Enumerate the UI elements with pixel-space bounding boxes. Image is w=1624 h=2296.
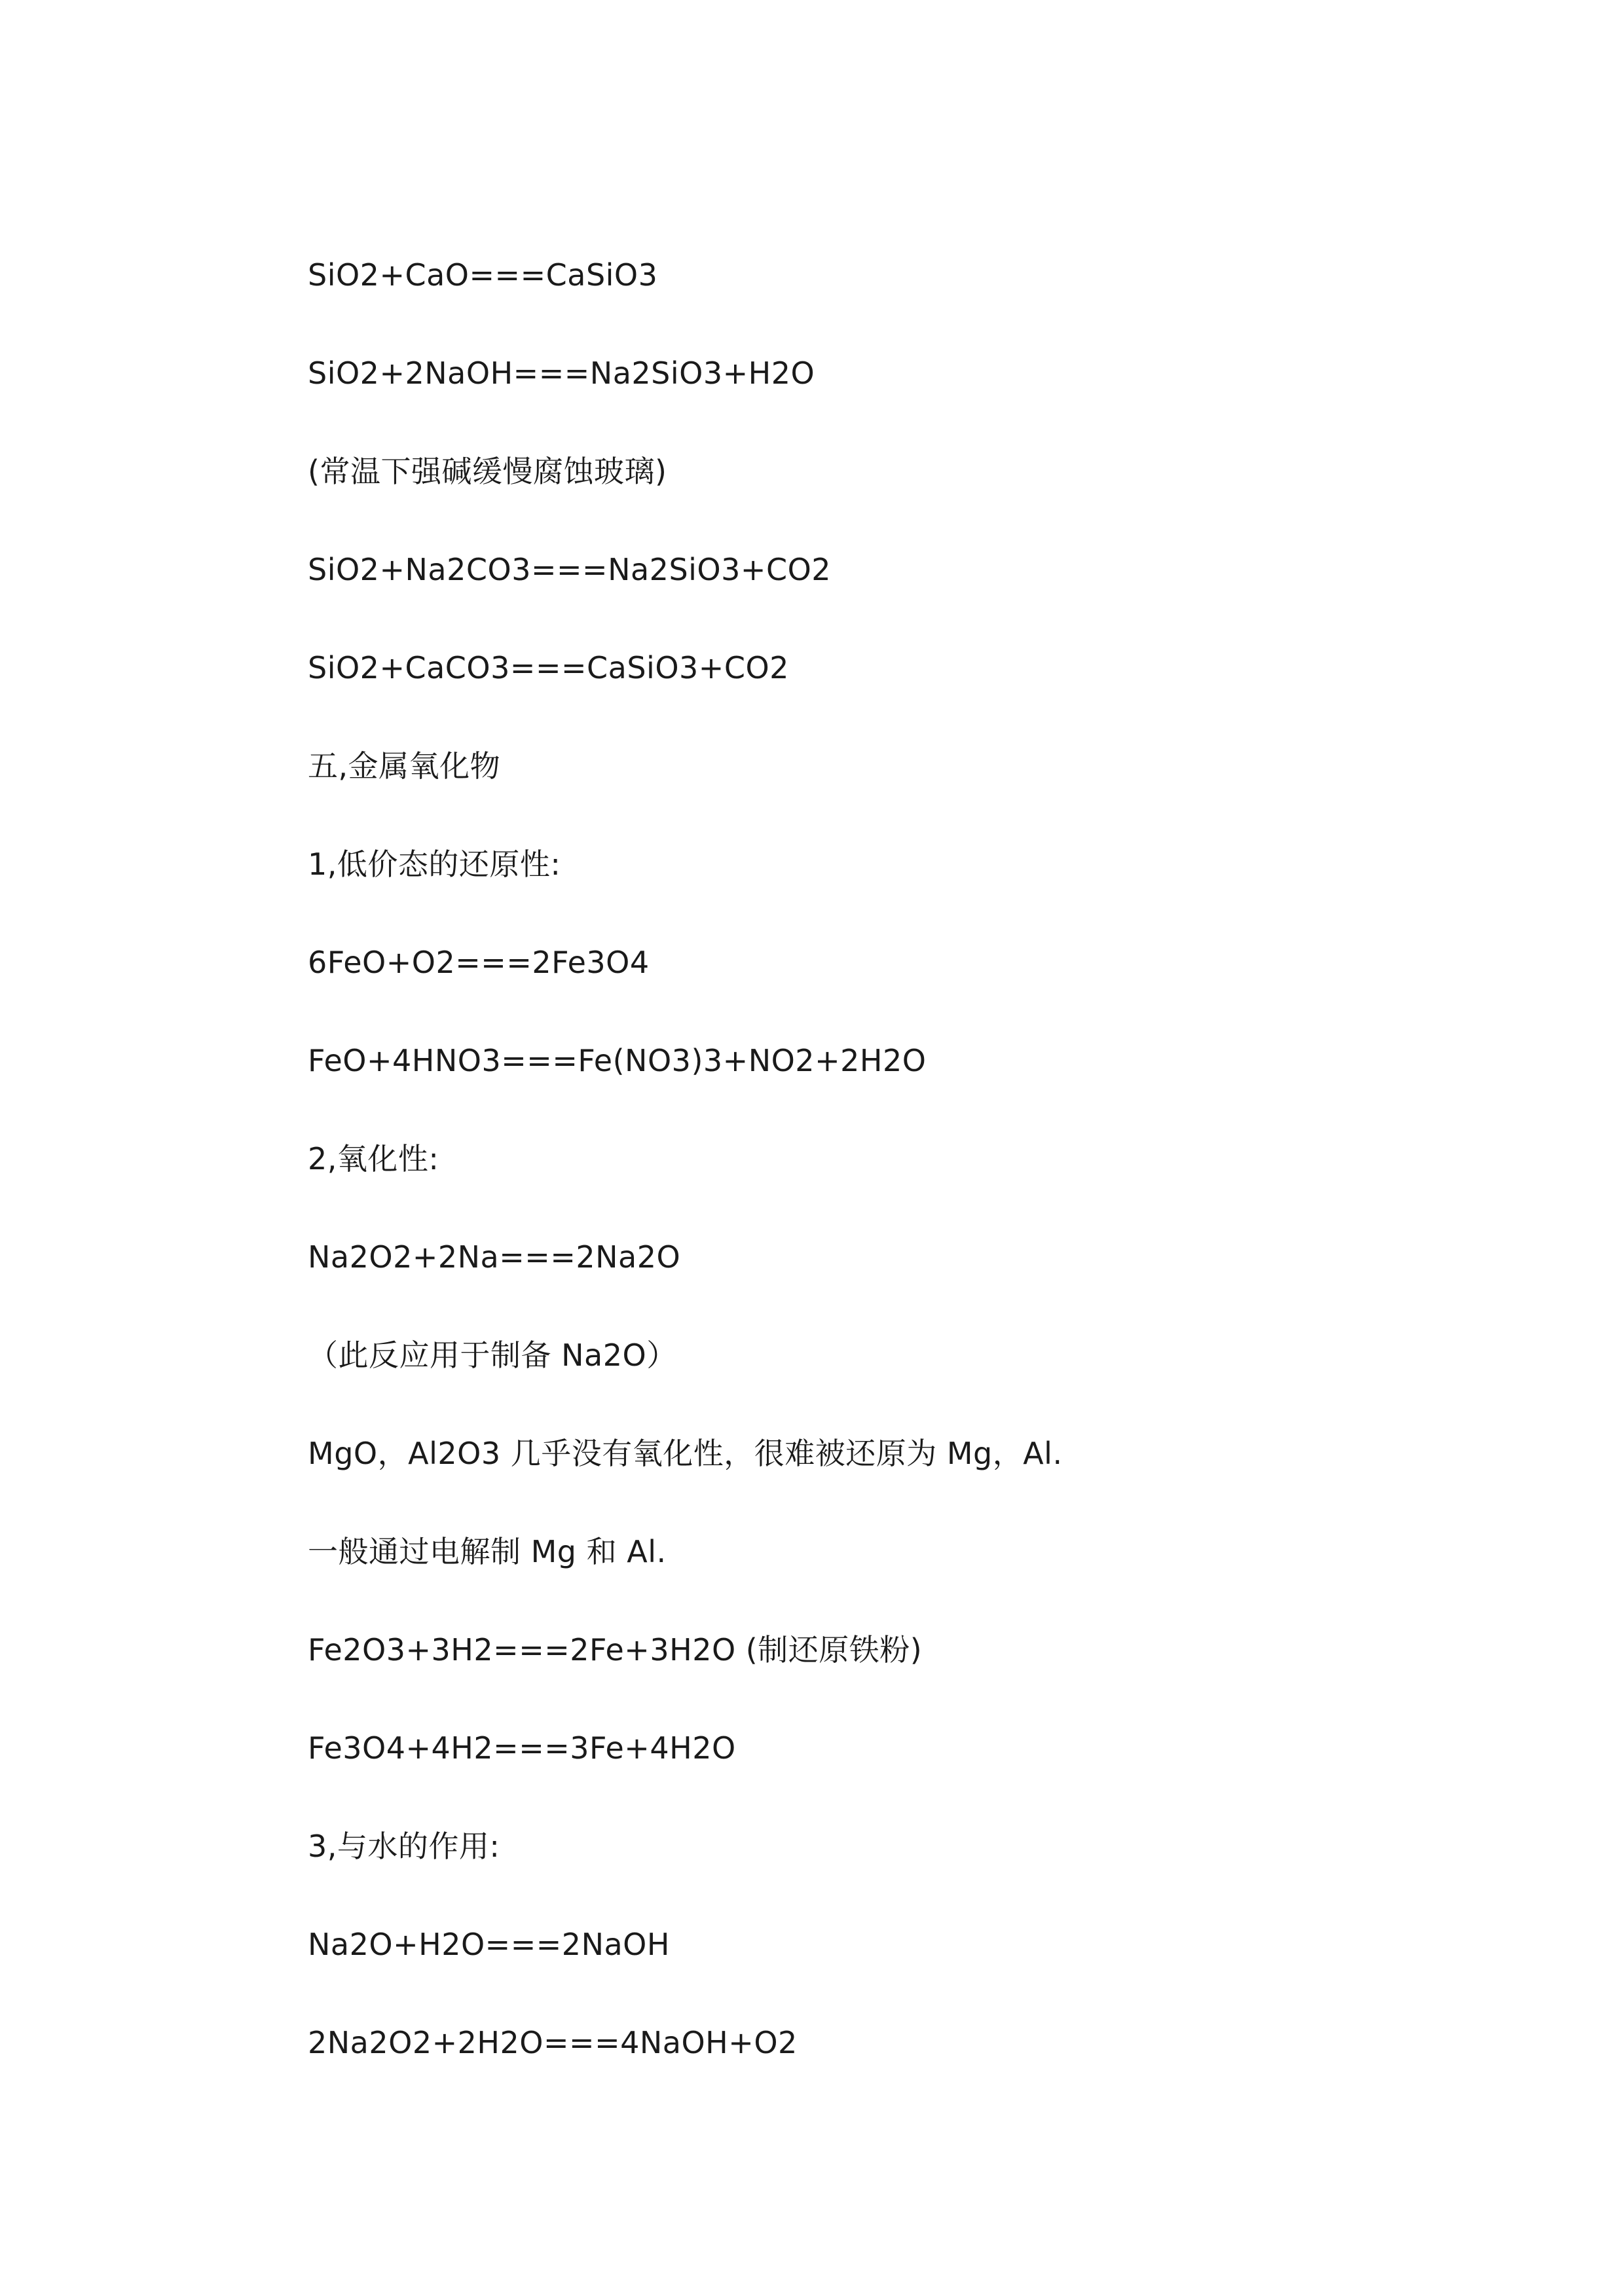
text-line: MgO，Al2O3 几乎没有氧化性，很难被还原为 Mg，Al. [308,1436,1063,1471]
text-line: FeO+4HNO3===Fe(NO3)3+NO2+2H2O [308,1043,927,1078]
text-line: Na2O2+2Na===2Na2O [308,1239,681,1275]
subsection-heading: 1,低价态的还原性: [308,847,561,882]
text-line: SiO2+CaO===CaSiO3 [308,257,658,293]
text-line: 一般通过电解制 Mg 和 Al. [308,1534,667,1569]
text-line: SiO2+Na2CO3===Na2SiO3+CO2 [308,552,832,587]
text-line: Na2O+H2O===2NaOH [308,1927,670,1962]
text-line: (常温下强碱缓慢腐蚀玻璃) [308,454,667,489]
text-line: SiO2+2NaOH===Na2SiO3+H2O [308,355,815,391]
text-line: （此反应用于制备 Na2O） [308,1338,677,1373]
text-line: 6FeO+O2===2Fe3O4 [308,945,650,980]
text-line: Fe3O4+4H2===3Fe+4H2O [308,1730,736,1766]
section-heading: 五,金属氧化物 [308,748,501,784]
subsection-heading: 2,氧化性: [308,1141,439,1176]
subsection-heading: 3,与水的作用: [308,1829,500,1864]
text-line: SiO2+CaCO3===CaSiO3+CO2 [308,650,789,685]
text-line: Fe2O3+3H2===2Fe+3H2O (制还原铁粉) [308,1632,923,1667]
text-line: 2Na2O2+2H2O===4NaOH+O2 [308,2025,798,2060]
document-body [308,249,1500,2115]
